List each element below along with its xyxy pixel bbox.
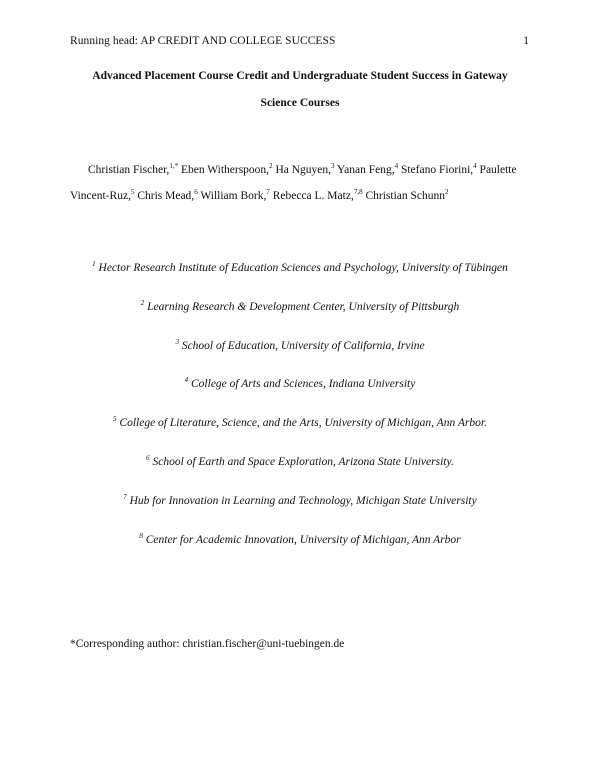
author <box>337 164 401 176</box>
page-number: 1 <box>523 35 529 47</box>
author <box>137 190 200 202</box>
author-affiliation-mark: 3 <box>331 162 335 170</box>
author <box>275 164 337 176</box>
author <box>401 164 480 176</box>
author-name: Yanan Feng, <box>336 164 395 176</box>
author-affiliation-mark: 5 <box>130 188 135 196</box>
affiliation <box>40 262 560 274</box>
author-affiliation-mark: 7,8 <box>353 188 363 196</box>
affiliation <box>40 301 560 313</box>
author-affiliation-mark: 4 <box>394 162 399 170</box>
author-affiliation-mark: 6 <box>194 188 198 196</box>
author-list <box>70 157 532 209</box>
author-affiliation-mark: 2 <box>269 162 273 170</box>
affiliation <box>40 378 560 390</box>
author-affiliation-mark: 1,* <box>169 162 179 170</box>
affiliation-text: School of Education, University of California, Irvine <box>178 340 425 352</box>
author-name: Stefano Fiorini, <box>400 164 474 176</box>
running-head: Running head: AP CREDIT AND COLLEGE SUCCESS <box>70 35 336 47</box>
affiliation-number: 6 <box>146 454 150 462</box>
affiliation-text: College of Literature, Science, and the Arts, University of Michigan, Ann Arbor. <box>116 417 487 429</box>
author-name: Rebecca L. Matz, <box>272 190 354 202</box>
author-affiliation-mark: 7 <box>266 188 270 196</box>
author-affiliation-mark: 4 <box>473 162 477 170</box>
affiliation <box>40 417 560 429</box>
author <box>200 190 272 202</box>
author <box>365 190 448 202</box>
affiliation-text: Hector Research Institute of Education Sciences and Psychology, University of Tübingen <box>95 262 508 274</box>
author-name: Chris Mead, <box>137 190 195 202</box>
affiliation-number: 3 <box>175 338 179 346</box>
corresponding-author: *Corresponding author: christian.fischer@uni-tuebingen.de <box>70 638 345 650</box>
affiliation-number: 1 <box>92 260 96 268</box>
author <box>181 164 276 176</box>
affiliation-number: 7 <box>123 493 127 501</box>
affiliation-text: Center for Academic Innovation, University of Michigan, Ann Arbor <box>142 534 461 546</box>
paper-title-line-2: Science Courses <box>260 97 340 109</box>
affiliation <box>40 534 560 546</box>
affiliation <box>40 456 560 468</box>
affiliation <box>40 495 560 507</box>
affiliation-text: College of Arts and Sciences, Indiana University <box>188 378 416 390</box>
author <box>273 190 366 202</box>
affiliation-text: Hub for Innovation in Learning and Technology, Michigan State University <box>126 495 477 507</box>
affiliation-number: 8 <box>139 532 143 540</box>
author-name: Eben Witherspoon, <box>180 164 270 176</box>
author-affiliation-mark: 2 <box>445 188 449 196</box>
affiliation-number: 5 <box>113 415 117 423</box>
author <box>88 164 181 176</box>
affiliation-text: Learning Research & Development Center, University of Pittsburgh <box>144 301 460 313</box>
author-name: Paulette Vincent-Ruz, <box>70 164 517 202</box>
author-name: Ha Nguyen, <box>275 164 332 176</box>
author-name: Christian Schunn <box>365 190 445 202</box>
affiliation <box>40 340 560 352</box>
paper-title-line-1: Advanced Placement Course Credit and Undergraduate Student Success in Gateway <box>92 70 508 82</box>
affiliation-number: 2 <box>140 299 145 307</box>
affiliation-number: 4 <box>184 376 189 384</box>
author-name: Christian Fischer, <box>88 164 170 176</box>
affiliation-text: School of Earth and Space Exploration, Arizona State University. <box>149 456 454 468</box>
author-name: William Bork, <box>200 190 267 202</box>
